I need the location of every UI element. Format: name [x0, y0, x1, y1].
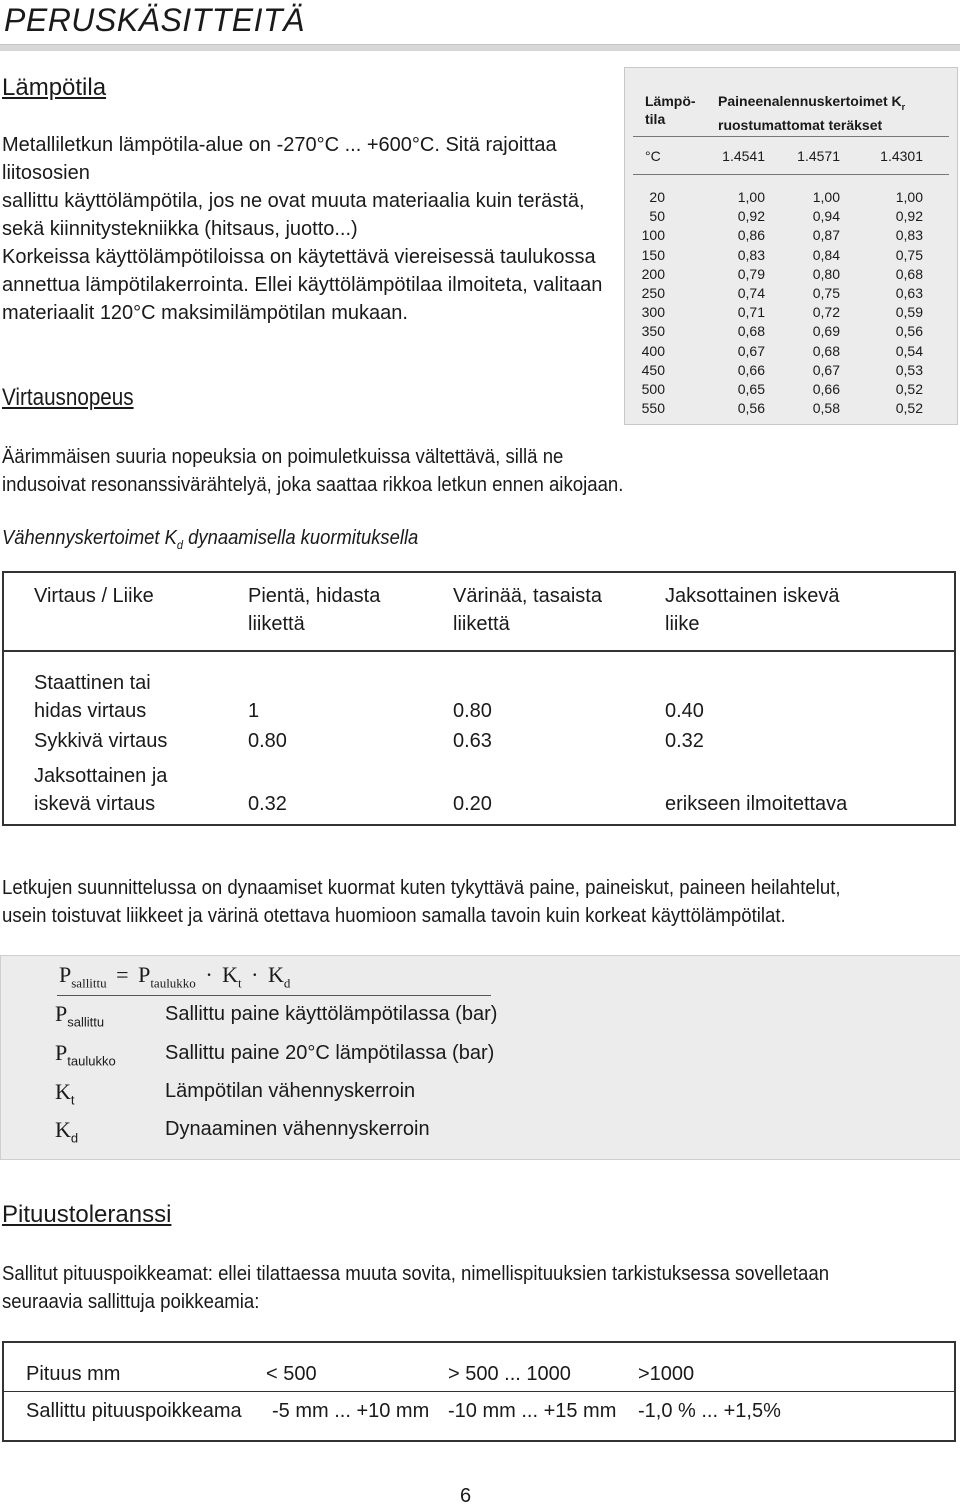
legend-symbol — [55, 1040, 116, 1068]
tolerance-cell: > 500 ... 1000 — [448, 1363, 571, 1385]
kd-header-cell — [248, 582, 380, 638]
kd-cell: 1 — [248, 700, 260, 722]
text-line: usein toistuvat liikkeet ja värinä otettava huomioon samalla tavoin kuin korkeat käyttölämpötilat. — [2, 905, 786, 927]
temp-table-cell: 100 — [641, 227, 665, 244]
symbol-letter: K — [55, 1117, 71, 1142]
temp-table-cell: 0,79 — [737, 265, 765, 282]
legend-description: Sallittu paine 20°C lämpötilassa (bar) — [165, 1042, 495, 1064]
units-cell: 1.4541 — [722, 148, 765, 164]
table-rule — [4, 650, 954, 652]
table-rule — [633, 174, 949, 175]
legend-description: Sallittu paine käyttölämpötilassa (bar) — [165, 1003, 498, 1025]
temp-table-cell: 0,75 — [895, 246, 923, 263]
temp-table-cell: 0,67 — [737, 342, 765, 359]
label-line: hidas virtaus — [34, 700, 147, 722]
temp-table-cell: 0,52 — [895, 381, 923, 397]
temp-table-cell: 20 — [649, 189, 665, 205]
formula-rule — [57, 995, 491, 996]
temp-table-cell: 1,00 — [895, 189, 923, 205]
header-line: liike — [665, 613, 700, 635]
temp-table-cell: 1,00 — [812, 189, 840, 205]
heading-subscript: d — [176, 538, 184, 552]
dynamic-reduction-table — [2, 571, 956, 826]
temp-table-cell: 0,53 — [895, 361, 923, 378]
heading-lampotila: Lämpötila — [2, 74, 107, 101]
symbol-subscript: d — [70, 1130, 79, 1146]
header-line: Jaksottainen iskevä — [665, 585, 840, 607]
temp-table-cell: 0,87 — [812, 227, 840, 244]
tolerance-cell: Sallittu pituuspoikkeama — [26, 1400, 242, 1422]
tolerance-cell: -1,0 % ... +1,5% — [638, 1400, 781, 1422]
units-cell: °C — [645, 148, 661, 164]
text-line: Letkujen suunnittelussa on dynaamiset kuormat kuten tykyttävä paine, paineiskut, paineen heilahtelut, — [2, 877, 841, 899]
page-header-title: PERUSKÄSITTEITÄ — [4, 2, 305, 38]
temp-table-cell: 150 — [641, 246, 665, 263]
formula-symbol: P — [59, 962, 72, 987]
kd-header-cell: Virtaus / Liike — [34, 585, 154, 607]
heading-pituustoleranssi: Pituustoleranssi — [2, 1201, 172, 1228]
text-line: sekä kiinnitystekniikka (hitsaus, juotto...) — [2, 218, 358, 240]
formula-box — [0, 955, 960, 1160]
temp-table-cell: 0,71 — [737, 304, 765, 321]
temp-table-cell: 450 — [641, 361, 665, 378]
formula-operator: = — [116, 962, 129, 987]
text-line: materiaalit 120°C maksimilämpötilan mukaan. — [2, 302, 408, 324]
temp-table-cell: 0,66 — [737, 361, 765, 378]
header-line: Lämpö- — [645, 93, 696, 109]
legend-description: Lämpötilan vähennyskerroin — [165, 1080, 416, 1102]
temp-table-cell: 0,69 — [812, 323, 840, 340]
temp-table-cell: 350 — [641, 323, 665, 340]
formula-symbol: P — [138, 962, 151, 987]
header-line: ruostumattomat teräkset — [718, 116, 883, 133]
table-rule — [4, 1391, 954, 1392]
header-line: liikettä — [453, 613, 510, 635]
temp-table-cell: 0,75 — [812, 285, 840, 301]
formula-subscript: sallittu — [71, 975, 107, 991]
legend-symbol — [55, 1001, 104, 1029]
legend-symbol — [55, 1079, 75, 1107]
kd-cell: 0.80 — [453, 700, 492, 722]
temp-table-cell: 0,68 — [895, 265, 923, 282]
symbol-letter: P — [55, 1040, 68, 1065]
kd-row-label — [34, 669, 151, 725]
symbol-letter: P — [55, 1001, 68, 1026]
kd-header-cell — [665, 582, 840, 638]
text-line: Korkeissa käyttölämpötiloissa on käytettävä viereisessä taulukossa — [2, 246, 596, 268]
text-line: annettua lämpötilakerrointa. Ellei käyttölämpötilaa ilmoiteta, valitaan — [2, 274, 603, 296]
heading-text: Vähennyskertoimet K — [2, 527, 177, 549]
symbol-subscript: sallittu — [67, 1014, 105, 1030]
units-cell: 1.4301 — [880, 148, 923, 164]
formula — [59, 962, 290, 991]
header-line — [718, 92, 905, 116]
kd-cell: 0.32 — [248, 793, 287, 815]
header-text: Paineenalennuskertoimet K — [718, 93, 902, 109]
temp-table-cell: 0,83 — [895, 227, 923, 244]
kd-cell: 0.63 — [453, 730, 492, 752]
temp-table-cell: 0,52 — [895, 400, 923, 417]
temp-table-cell: 0,65 — [737, 381, 765, 397]
lampotila-paragraph-2 — [2, 243, 622, 327]
temp-table-cell: 500 — [641, 381, 665, 397]
virtausnopeus-paragraph — [2, 443, 624, 499]
header-rule — [0, 44, 960, 51]
temp-table-cell: 0,54 — [895, 342, 923, 359]
temp-table-cell: 0,92 — [737, 208, 765, 225]
header-line: tila — [645, 111, 666, 127]
tolerance-cell: -5 mm ... +10 mm — [272, 1400, 430, 1422]
dynamic-loads-paragraph — [2, 874, 886, 930]
kd-cell: 0.80 — [248, 730, 287, 752]
formula-subscript: taulukko — [150, 975, 196, 991]
symbol-subscript: t — [70, 1092, 75, 1108]
header-line: Värinää, tasaista — [453, 585, 602, 607]
label-line: iskevä virtaus — [34, 793, 156, 815]
symbol-subscript: taulukko — [67, 1053, 116, 1069]
col-header-coefficients — [718, 92, 905, 134]
header-line: liikettä — [248, 613, 305, 635]
temp-table-cell: 250 — [641, 285, 665, 301]
heading-kd — [2, 527, 418, 552]
temp-table-cell: 0,66 — [812, 381, 840, 397]
temp-table-cell: 1,00 — [737, 189, 765, 205]
temp-table-cell: 0,63 — [895, 285, 923, 301]
temp-table-cell: 0,94 — [812, 208, 840, 225]
temp-table-cell: 0,80 — [812, 265, 840, 282]
text-line: Sallitut pituuspoikkeamat: ellei tilattaessa muuta sovita, nimellispituuksien tarkistuksessa sovelletaan — [2, 1263, 830, 1285]
pituus-paragraph — [2, 1260, 886, 1316]
length-tolerance-table — [2, 1341, 956, 1442]
text-line: Äärimmäisen suuria nopeuksia on poimuletkuissa vältettävä, sillä ne — [2, 446, 564, 468]
temp-table-cell: 200 — [641, 265, 665, 282]
legend-symbol — [55, 1117, 78, 1145]
temp-table-cell: 0,84 — [812, 246, 840, 263]
kd-header-cell — [453, 582, 602, 638]
formula-symbol: K — [222, 962, 239, 987]
temp-table-cell: 0,74 — [737, 285, 765, 301]
tolerance-cell: -10 mm ... +15 mm — [448, 1400, 617, 1422]
temp-table-cell: 0,67 — [812, 361, 840, 378]
page-number: 6 — [460, 1485, 472, 1507]
col-header-temperature — [645, 92, 696, 128]
label-line: Staattinen tai — [34, 672, 151, 694]
text-line: seuraavia sallittuja poikkeamia: — [2, 1291, 260, 1313]
temp-table-cell: 0,86 — [737, 227, 765, 244]
kd-cell: erikseen ilmoitettava — [665, 793, 848, 815]
formula-subscript: t — [238, 975, 242, 991]
heading-text: dynaamisella kuormituksella — [183, 527, 419, 549]
temperature-coefficient-table — [624, 67, 958, 425]
text-line: indusoivat resonanssivärähtelyä, joka saattaa rikkoa letkun ennen aikojaan. — [2, 474, 624, 496]
temp-table-cell: 0,68 — [737, 323, 765, 340]
temp-table-cell: 0,56 — [737, 400, 765, 417]
temp-table-cell: 0,92 — [895, 208, 923, 225]
header-line: Pientä, hidasta — [248, 585, 381, 607]
formula-symbol: K — [267, 962, 284, 987]
formula-operator: · — [205, 962, 213, 987]
temp-table-cell: 0,58 — [812, 400, 840, 417]
kd-cell: 0.32 — [665, 730, 704, 752]
temp-table-cell: 0,68 — [812, 342, 840, 359]
header-subscript: r — [901, 101, 906, 112]
table-rule — [633, 136, 949, 137]
text-line: sallittu käyttölämpötila, jos ne ovat muuta materiaalia kuin terästä, — [2, 190, 585, 212]
lampotila-paragraph-1 — [2, 131, 622, 243]
temp-table-cell: 0,83 — [737, 246, 765, 263]
temp-table-cell: 0,59 — [895, 304, 923, 321]
kd-cell: 0.20 — [453, 793, 492, 815]
temp-table-cell: 300 — [641, 304, 665, 321]
temp-table-cell: 0,56 — [895, 323, 923, 340]
legend-description: Dynaaminen vähennyskerroin — [165, 1118, 430, 1140]
temp-table-cell: 400 — [641, 342, 665, 359]
label-line: Jaksottainen ja — [34, 765, 168, 787]
temp-table-cell: 550 — [641, 400, 665, 417]
formula-subscript: d — [283, 975, 291, 991]
tolerance-cell: >1000 — [638, 1363, 695, 1385]
formula-operator: · — [251, 962, 259, 987]
temp-table-cell: 0,72 — [812, 304, 840, 321]
units-cell: 1.4571 — [797, 148, 840, 164]
symbol-letter: K — [55, 1079, 71, 1104]
tolerance-cell: < 500 — [266, 1363, 317, 1385]
heading-virtausnopeus: Virtausnopeus — [2, 384, 134, 411]
tolerance-cell: Pituus mm — [26, 1363, 121, 1385]
temp-table-cell: 50 — [649, 208, 665, 225]
kd-cell: 0.40 — [665, 700, 704, 722]
kd-row-label — [34, 762, 167, 818]
kd-row-label: Sykkivä virtaus — [34, 730, 168, 752]
text-line: Metalliletkun lämpötila-alue on -270°C ... +600°C. Sitä rajoittaa liitososien — [2, 134, 557, 184]
